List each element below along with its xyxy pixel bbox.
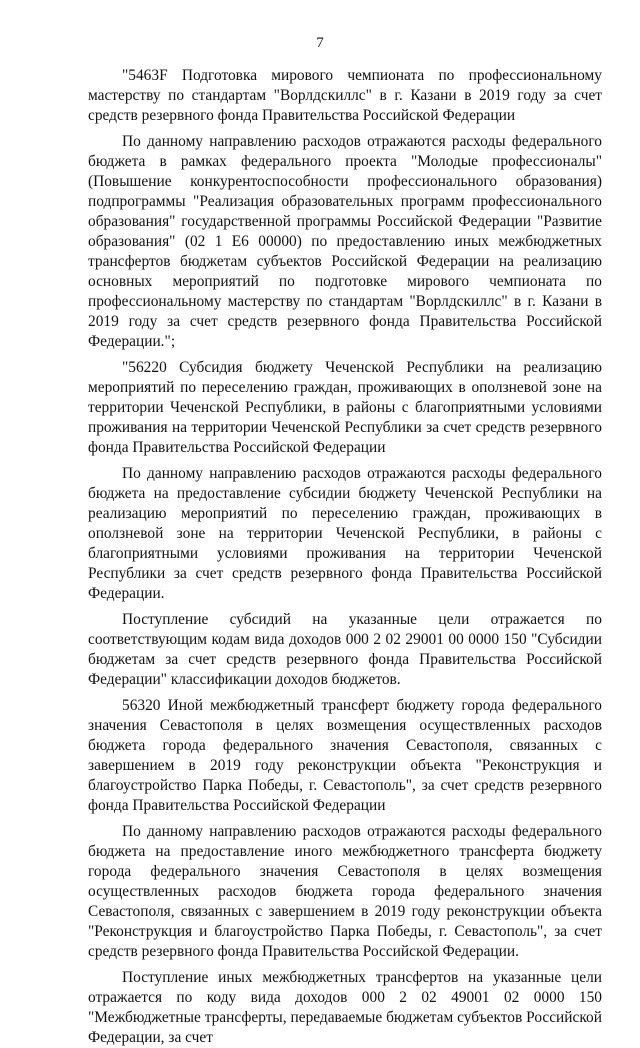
paragraph-5463f-heading: "5463F Подготовка мирового чемпионата по профессиональному мастерству по стандартам "Ворлдскиллс" в г. Казани в 2019 году за счет средств резервного фонда Правительства Российской Федерации xyxy=(88,67,602,124)
paragraph-56320-heading: 56320 Иной межбюджетный трансферт бюджету города федерального значения Севастополя в целях возмещения осуществленных расходов бюджета города федерального значения Севастополя, связанных с завершением в 2019 году реконструкции объекта "Реконструкция и благоустройство Парка Победы, г. Севастополь", за счет средств резервного фонда Правительства Российской Федерации xyxy=(88,697,602,814)
paragraph-5463f-description: По данному направлению расходов отражаются расходы федерального бюджета в рамках федерального проекта "Молодые профессионалы" (Повышение конкурентоспособности профессионального образования) подпрограммы "Реализация образовательных программ профессионального образования" государственной программы Российской Федерации "Развитие образования" (02 1 E6 00000) по предоставлению иных межбюджетных трансфертов бюджетам субъектов Российской Федерации на реализацию основных мероприятий по подготовке мирового чемпионата по профессиональному мастерству по стандартам "Ворлдскиллс" в г. Казани в 2019 году за счет средств резервного фонда Правительства Российской Федерации."; xyxy=(88,133,602,350)
paragraph-56220-revenue: Поступление субсидий на указанные цели отражается по соответствующим кодам вида доходов 000 2 02 29001 00 0000 150 "Субсидии бюджетам за счет средств резервного фонда Правительства Российской Федерации" классификации доходов бюджетов. xyxy=(88,611,602,688)
paragraph-56220-heading: "56220 Субсидия бюджету Чеченской Республики на реализацию мероприятий по переселению граждан, проживающих в оползневой зоне на территории Чеченской Республики, в районы с благоприятными условиями проживания на территории Чеченской Республики за счет средств резервного фонда Правительства Российской Федерации xyxy=(88,359,602,456)
paragraph-56320-description: По данному направлению расходов отражаются расходы федерального бюджета на предоставление иного межбюджетного трансферта бюджету города федерального значения Севастополя в целях возмещения осуществленных расходов бюджета города федерального значения Севастополя, связанных с завершением в 2019 году реконструкции объекта "Реконструкция и благоустройство Парка Победы, г. Севастополь", за счет средств резервного фонда Правительства Российской Федерации. xyxy=(88,823,602,960)
document-body xyxy=(88,66,602,1048)
paragraph-56220-description: По данному направлению расходов отражаются расходы федерального бюджета на предоставление субсидии бюджету Чеченской Республики на реализацию мероприятий по переселению граждан, проживающих в оползневой зоне на территории Чеченской Республики, в районы с благоприятными условиями проживания на территории Чеченской Республики за счет средств резервного фонда Правительства Российской Федерации. xyxy=(88,465,602,602)
page-number: 7 xyxy=(316,35,324,51)
paragraph-56320-revenue: Поступление иных межбюджетных трансфертов на указанные цели отражается по коду вида доходов 000 2 02 49001 02 0000 150 "Межбюджетные трансферты, передаваемые бюджетам субъектов Российской Федерации, за счет xyxy=(88,969,602,1046)
